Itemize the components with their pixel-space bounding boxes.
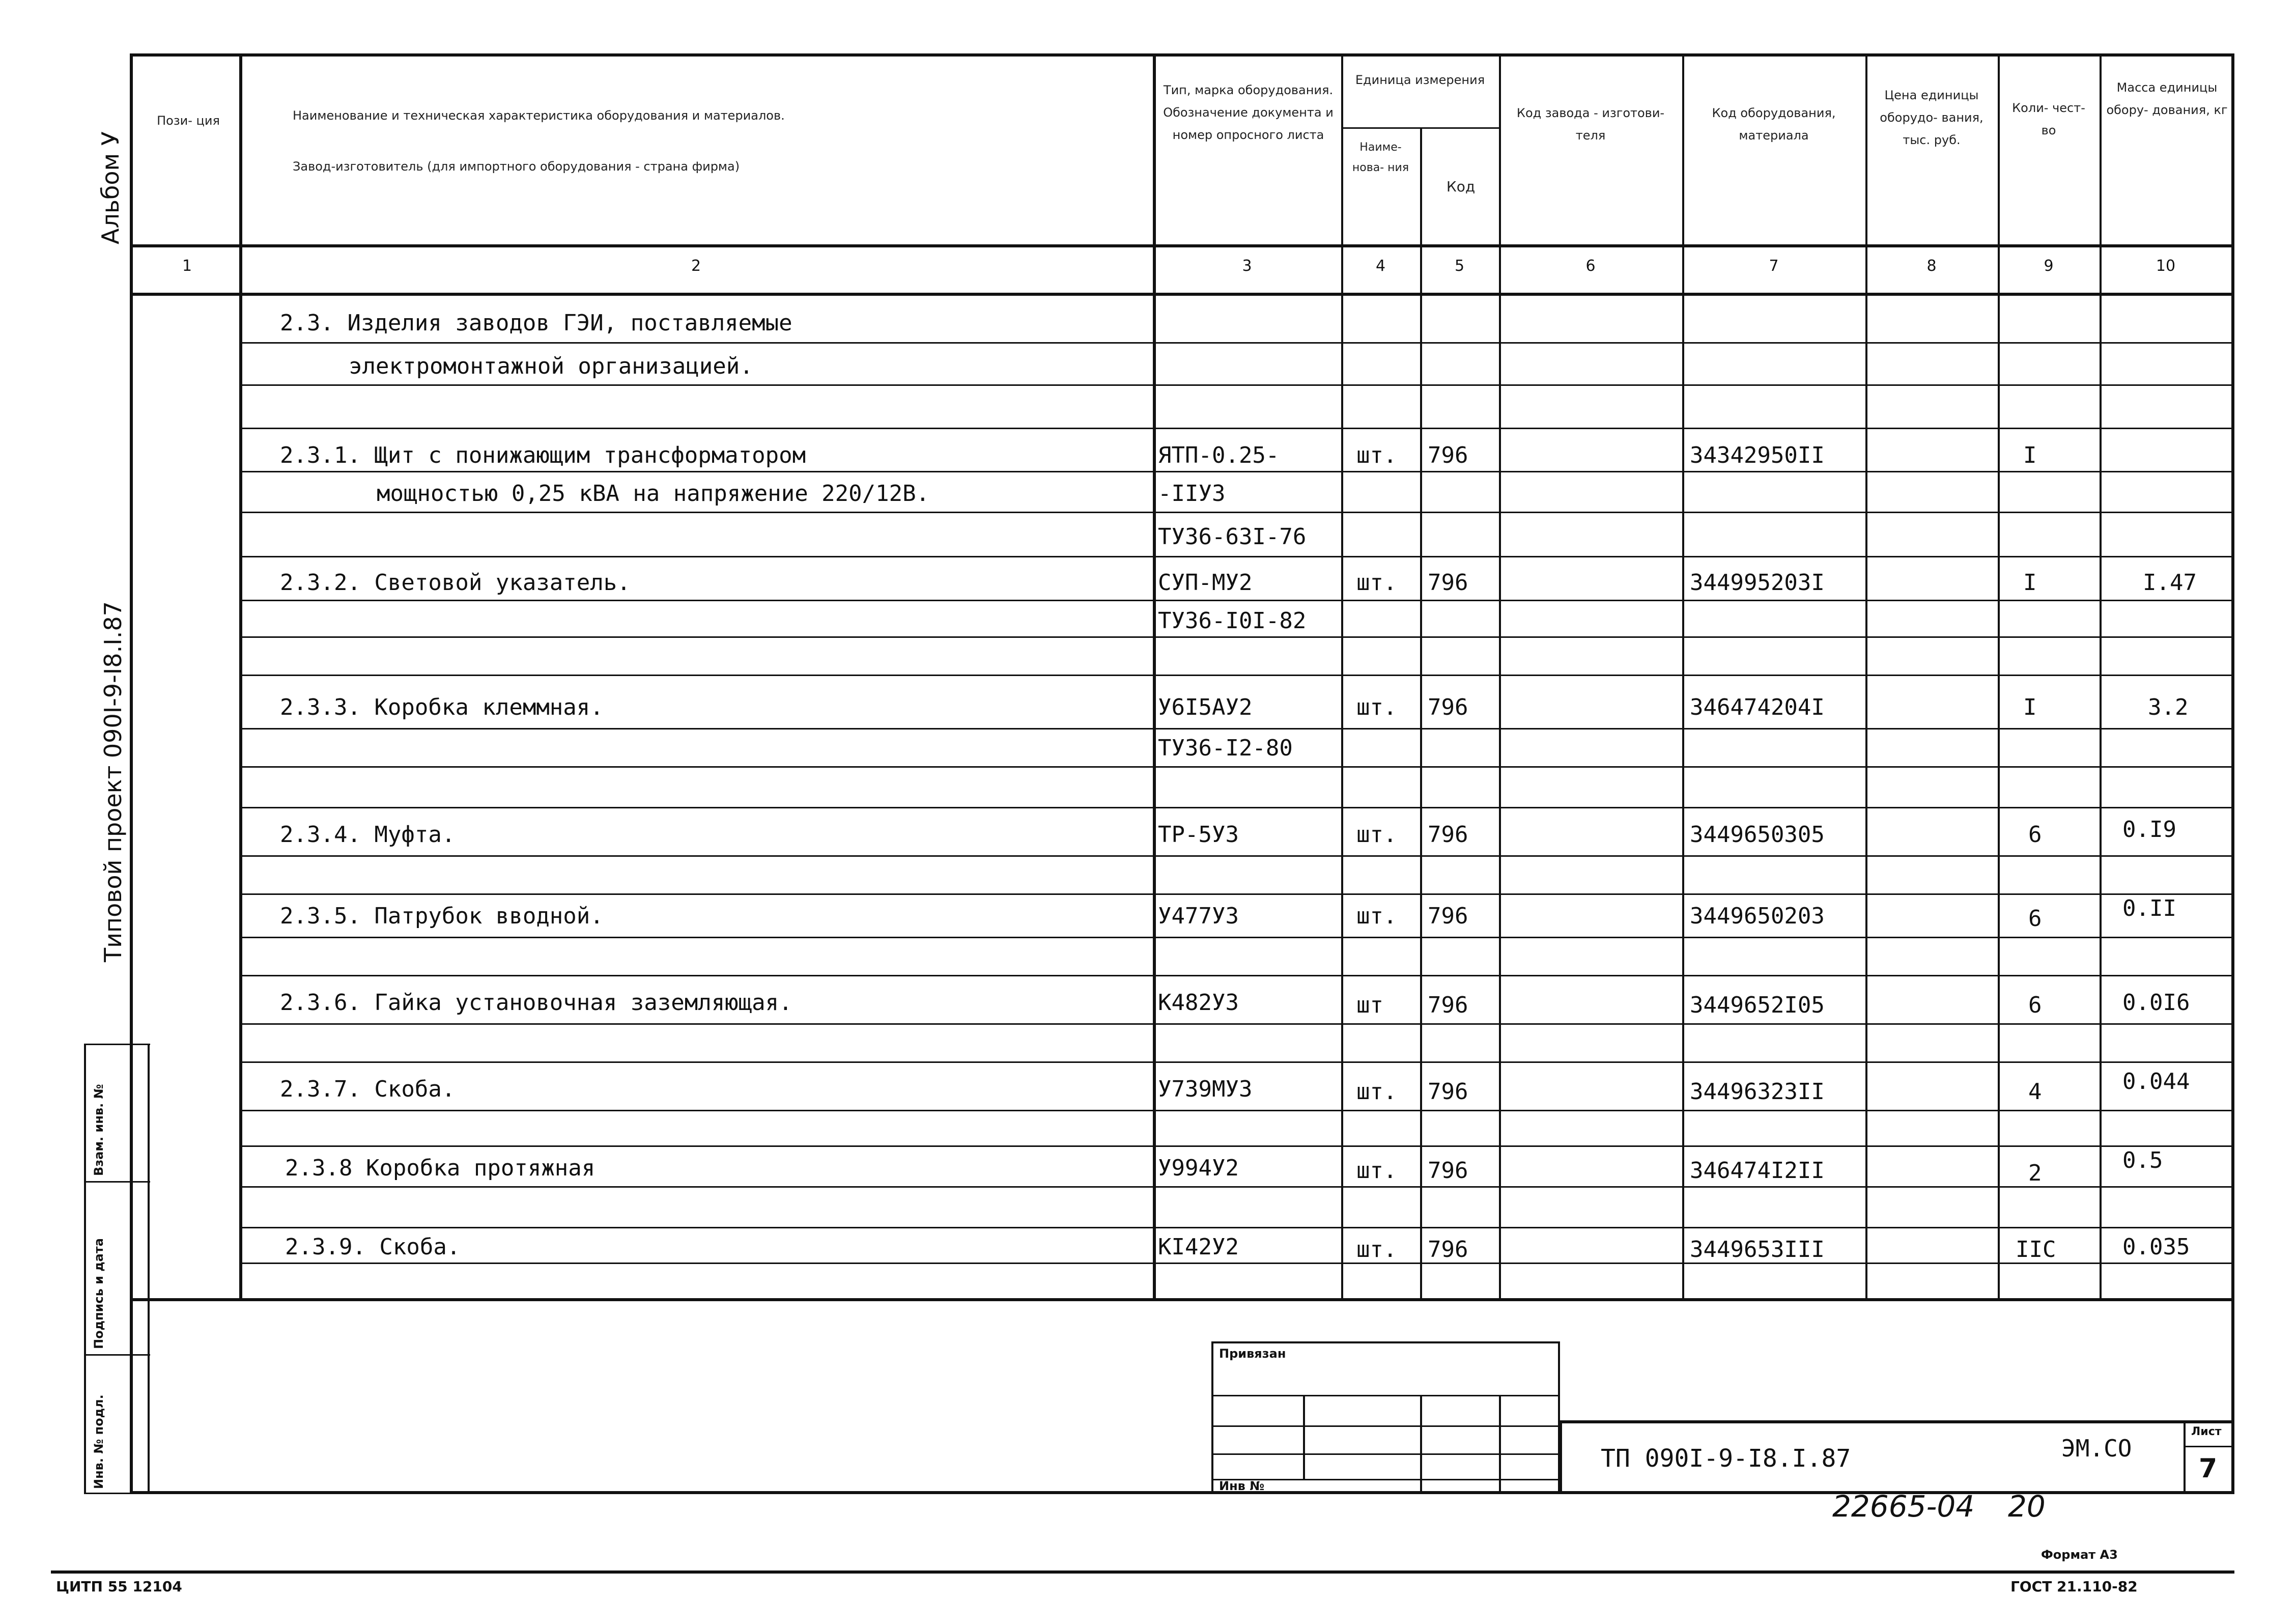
- header-name-line1: Наименование и техническая характеристика оборудования и материалов.: [293, 108, 785, 123]
- stamp-divider: [84, 1493, 150, 1494]
- row-quantity: 6: [2028, 822, 2042, 848]
- row-type: ТУ36-I0I-82: [1158, 608, 1307, 634]
- row-line: [239, 1145, 2232, 1147]
- row-unit-code: 796: [1428, 694, 1468, 720]
- row-line: [239, 1061, 2232, 1063]
- stamp-label-signature: Подпись и дата: [92, 1238, 106, 1349]
- row-type: ТР-5У3: [1158, 822, 1239, 848]
- sheet-number: 7: [2199, 1453, 2218, 1484]
- stamp-label-replace: Взам. инв. №: [92, 1084, 106, 1176]
- row-mass: 0.5: [2122, 1147, 2163, 1173]
- row-line: [239, 600, 2232, 601]
- row-unit: шт.: [1356, 1079, 1397, 1105]
- row-unit: шт.: [1356, 1237, 1397, 1263]
- colnum-8: 8: [1926, 257, 1937, 275]
- row-type: У739МУ3: [1158, 1076, 1253, 1102]
- row-equipment-code: 3449652I05: [1690, 992, 1825, 1018]
- colnum-3: 3: [1242, 257, 1252, 275]
- row-mass: 3.2: [2148, 694, 2189, 720]
- column-line: [239, 56, 242, 1298]
- row-type: ТУ36-I2-80: [1158, 735, 1293, 761]
- header-unit-code: Код: [1446, 178, 1476, 195]
- row-line: [239, 728, 2232, 730]
- column-line: [1341, 56, 1343, 1298]
- bound-box-line: [1211, 1395, 1560, 1396]
- row-line: [239, 342, 2232, 344]
- header-unit-name: Наиме- нова- ния: [1352, 141, 1409, 174]
- stamp-label-inventory: Инв. № подл.: [92, 1394, 106, 1489]
- row-quantity: 2: [2028, 1160, 2042, 1186]
- row-unit-code: 796: [1428, 992, 1468, 1018]
- row-unit: шт.: [1356, 903, 1397, 929]
- row-name: 2.3.3. Коробка клеммная.: [280, 694, 604, 720]
- row-name: 2.3.1. Щит с понижающим трансформатором: [280, 442, 806, 468]
- row-line: [239, 766, 2232, 768]
- header-type: Тип, марка оборудования. Обозначение документа и номер опросного листа: [1163, 83, 1334, 142]
- row-quantity: 6: [2028, 906, 2042, 932]
- row-type: ТУ36-63I-76: [1158, 524, 1307, 550]
- bound-box: [1211, 1341, 1560, 1494]
- column-line: [2100, 56, 2102, 1298]
- row-line: [239, 807, 2232, 808]
- row-type: ЯТП-0.25-: [1158, 442, 1280, 468]
- row-name: 2.3. Изделия заводов ГЭИ, поставляемые: [280, 310, 792, 336]
- header-factory-code: Код завода - изготови- теля: [1516, 106, 1665, 143]
- colnum-bottom-line: [132, 293, 2232, 296]
- colnum-1: 1: [182, 257, 192, 275]
- colnum-4: 4: [1375, 257, 1386, 275]
- row-type: У994У2: [1158, 1155, 1239, 1181]
- row-type: СУП-МУ2: [1158, 570, 1253, 596]
- row-name: 2.3.5. Патрубок вводной.: [280, 903, 604, 929]
- row-mass: 0.II: [2122, 895, 2176, 921]
- bound-box-col: [1420, 1395, 1422, 1494]
- row-equipment-code: 3449653III: [1690, 1237, 1825, 1263]
- sheet-code: ЭМ.СО: [2061, 1435, 2132, 1462]
- row-line: [239, 1227, 2232, 1228]
- row-name: 2.3.7. Скоба.: [280, 1076, 456, 1102]
- row-name: 2.3.9. Скоба.: [285, 1234, 461, 1260]
- sheet-label: Лист: [2191, 1425, 2222, 1438]
- row-name: 2.3.6. Гайка установочная заземляющая.: [280, 990, 792, 1016]
- row-equipment-code: 3449650203: [1690, 903, 1825, 929]
- row-unit: шт: [1356, 992, 1383, 1018]
- colnum-7: 7: [1769, 257, 1779, 275]
- row-line: [239, 893, 2232, 895]
- row-mass: 0.I9: [2122, 817, 2176, 843]
- designation: ТП 090I-9-I8.I.87: [1601, 1444, 1851, 1473]
- row-unit: шт.: [1356, 694, 1397, 720]
- column-line: [1998, 56, 2000, 1298]
- row-name: 2.3.8 Коробка протяжная: [285, 1155, 596, 1181]
- title-block-left: [1560, 1420, 1562, 1494]
- row-unit-code: 796: [1428, 1158, 1468, 1184]
- row-unit-code: 796: [1428, 1237, 1468, 1263]
- row-mass: 0.035: [2122, 1234, 2190, 1260]
- row-unit-code: 796: [1428, 822, 1468, 848]
- row-name: 2.3.4. Муфта.: [280, 822, 456, 848]
- row-unit-code: 796: [1428, 442, 1468, 468]
- row-name: мощностью 0,25 кВА на напряжение 220/12В.: [377, 481, 930, 507]
- inventory-label: Инв №: [1219, 1479, 1265, 1493]
- row-quantity: 6: [2028, 992, 2042, 1018]
- column-line: [1153, 56, 1156, 1298]
- row-line: [239, 384, 2232, 386]
- units-group-line: [1341, 127, 1499, 129]
- colnum-2: 2: [691, 257, 701, 275]
- header-quantity: Коли- чест- во: [2012, 101, 2085, 137]
- gost-label: ГОСТ 21.110-82: [2010, 1578, 2138, 1595]
- colnum-10: 10: [2156, 257, 2176, 275]
- row-line: [239, 1263, 2232, 1264]
- header-bottom-line: [132, 244, 2232, 247]
- row-unit: шт.: [1356, 442, 1397, 468]
- header-mass: Масса единицы обору- дования, кг: [2106, 80, 2228, 117]
- stamp-divider: [84, 1354, 150, 1356]
- row-line: [239, 471, 2232, 472]
- archive-number: 22665-04: [1832, 1489, 1975, 1524]
- row-quantity: IIC: [2016, 1237, 2056, 1263]
- row-line: [239, 428, 2232, 429]
- sheet-box-line: [2184, 1446, 2232, 1447]
- stamp-strip-border: [84, 1044, 86, 1494]
- header-price: Цена единицы оборудо- вания, тыс. руб.: [1880, 88, 1983, 147]
- row-type: К482У3: [1158, 990, 1239, 1016]
- printer-label: ЦИТП 55 12104: [56, 1578, 182, 1595]
- row-name: электромонтажной организацией.: [349, 353, 753, 379]
- stamp-divider: [84, 1181, 150, 1183]
- row-unit-code: 796: [1428, 903, 1468, 929]
- column-line: [1865, 56, 1867, 1298]
- row-line: [239, 636, 2232, 638]
- stamp-divider: [84, 1044, 150, 1045]
- column-line: [1420, 127, 1422, 1298]
- row-line: [239, 937, 2232, 938]
- row-unit-code: 796: [1428, 570, 1468, 596]
- album-label: Альбом У: [97, 131, 124, 244]
- row-unit: шт.: [1356, 570, 1397, 596]
- format-label: Формат А3: [2041, 1548, 2118, 1562]
- row-quantity: 4: [2028, 1079, 2042, 1105]
- row-unit-code: 796: [1428, 1079, 1468, 1105]
- row-line: [239, 1023, 2232, 1025]
- row-unit: шт.: [1356, 1158, 1397, 1184]
- row-line: [239, 1110, 2232, 1111]
- header-position: Пози- ция: [157, 114, 220, 128]
- row-type: У6I5АУ2: [1158, 694, 1253, 720]
- row-line: [239, 1186, 2232, 1188]
- bound-box-col: [1303, 1395, 1305, 1479]
- bound-label: Привязан: [1219, 1346, 1286, 1361]
- bound-box-line: [1211, 1453, 1560, 1455]
- table-bottom-line: [132, 1298, 2232, 1301]
- row-name: 2.3.2. Световой указатель.: [280, 570, 631, 596]
- row-equipment-code: 3449650305: [1690, 822, 1825, 848]
- column-line: [1499, 56, 1501, 1298]
- row-quantity: I: [2023, 570, 2037, 596]
- header-name-line2: Завод-изготовитель (для импортного оборудования - страна фирма): [293, 159, 740, 174]
- row-line: [239, 975, 2232, 976]
- row-equipment-code: 346474I2II: [1690, 1158, 1825, 1184]
- stamp-strip-inner: [148, 1044, 150, 1494]
- row-unit: шт.: [1356, 822, 1397, 848]
- row-type: -IIУ3: [1158, 481, 1226, 507]
- row-mass: 0.0I6: [2122, 990, 2190, 1016]
- row-type: КI42У2: [1158, 1234, 1239, 1260]
- row-equipment-code: 34342950II: [1690, 442, 1825, 468]
- row-line: [239, 512, 2232, 513]
- bound-box-col: [1499, 1395, 1501, 1494]
- page-number: 20: [2008, 1489, 2046, 1524]
- row-type: У477У3: [1158, 903, 1239, 929]
- row-mass: I.47: [2143, 570, 2197, 596]
- column-line: [1682, 56, 1684, 1298]
- bottom-rule: [51, 1570, 2234, 1574]
- row-equipment-code: 346474204I: [1690, 694, 1825, 720]
- title-block-top: [1560, 1420, 2232, 1423]
- row-line: [239, 556, 2232, 557]
- row-quantity: I: [2023, 442, 2037, 468]
- header-equipment-code: Код оборудования, материала: [1712, 106, 1836, 143]
- bound-box-line: [1211, 1425, 1560, 1427]
- row-line: [239, 855, 2232, 857]
- colnum-9: 9: [2044, 257, 2054, 275]
- colnum-5: 5: [1454, 257, 1465, 275]
- row-mass: 0.044: [2122, 1069, 2190, 1095]
- row-line: [239, 675, 2232, 676]
- project-label: Типовой проект 090I-9-I8.I.87: [99, 601, 127, 962]
- header-units-group: Единица измерения: [1355, 73, 1485, 87]
- colnum-6: 6: [1585, 257, 1596, 275]
- row-quantity: I: [2023, 694, 2037, 720]
- row-equipment-code: 34496323II: [1690, 1079, 1825, 1105]
- row-equipment-code: 344995203I: [1690, 570, 1825, 596]
